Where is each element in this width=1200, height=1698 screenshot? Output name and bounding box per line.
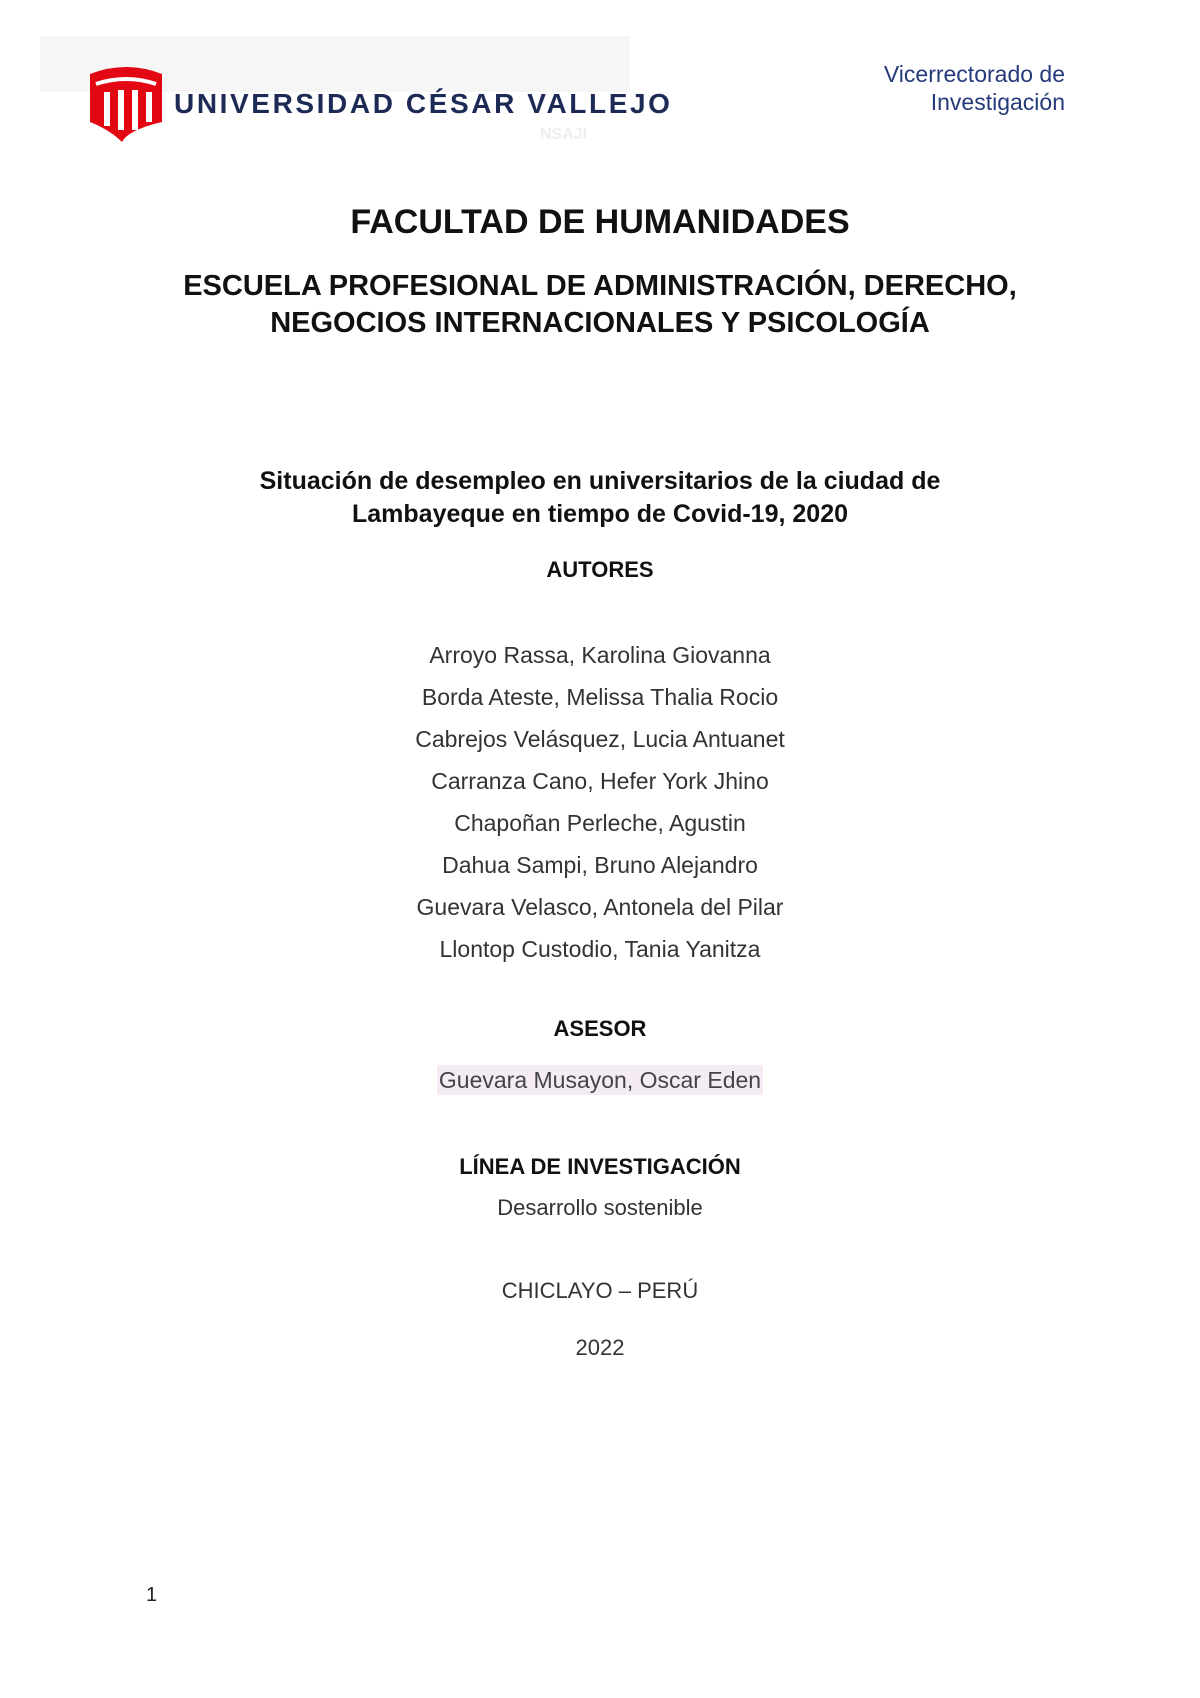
- faculty-heading: FACULTAD DE HUMANIDADES: [350, 203, 850, 241]
- author-name: Carranza Cano, Hefer York Jhino: [431, 768, 769, 794]
- vicerrectorado-line-1: Vicerrectorado de: [883, 61, 1065, 87]
- author-name: Dahua Sampi, Bruno Alejandro: [442, 852, 758, 878]
- author-name: Cabrejos Velásquez, Lucia Antuanet: [415, 726, 785, 752]
- ucv-shield-logo-icon: [88, 64, 164, 142]
- year: 2022: [575, 1335, 625, 1360]
- advisor-name: Guevara Musayon, Oscar Eden: [438, 1067, 762, 1093]
- author-name: Chapoñan Perleche, Agustin: [454, 810, 746, 836]
- author-name: Borda Ateste, Melissa Thalia Rocio: [421, 684, 779, 710]
- ghost-background-text: NSAJI: [540, 126, 588, 143]
- vicerrectorado-label: [884, 60, 1065, 116]
- university-name: UNIVERSIDAD CÉSAR VALLEJO: [174, 88, 673, 119]
- city-country: CHICLAYO – PERÚ: [501, 1278, 699, 1303]
- author-name: Arroyo Rassa, Karolina Giovanna: [429, 642, 771, 668]
- research-line-label: LÍNEA DE INVESTIGACIÓN: [459, 1154, 741, 1179]
- author-name: Guevara Velasco, Antonela del Pilar: [416, 894, 784, 920]
- vicerrectorado-line-2: Investigación: [930, 89, 1065, 115]
- research-line-value: Desarrollo sostenible: [497, 1195, 703, 1220]
- school-heading: ESCUELA PROFESIONAL DE ADMINISTRACIÓN, DERECHO, NEGOCIOS INTERNACIONALES Y PSICOLOGÍA: [183, 270, 1017, 339]
- authors-list: [0, 634, 1200, 970]
- advisor-name-container: [0, 1067, 1200, 1094]
- thesis-title: Situación de desempleo en universitarios de la ciudad de Lambayeque en tiempo de Covid-19, 2020: [259, 467, 941, 528]
- advisor-label: ASESOR: [553, 1016, 647, 1041]
- author-name: Llontop Custodio, Tania Yanitza: [439, 936, 761, 962]
- authors-label: AUTORES: [546, 557, 654, 582]
- page-number: 1: [146, 1584, 158, 1606]
